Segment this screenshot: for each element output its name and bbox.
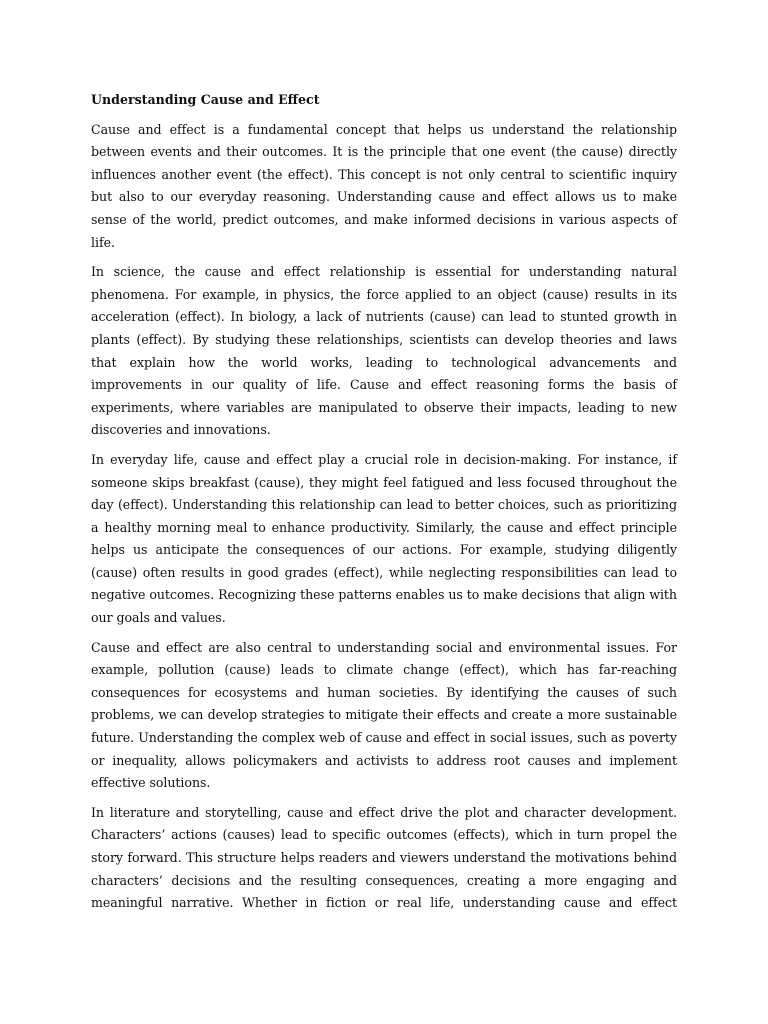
paragraph-social-issues: Cause and effect are also central to understanding social and environmental issues. For example, pollution (cause) leads to climate change (effect), which has far-reaching consequences for ecosystems and human societies. By identifying the causes of such problems, we can develop strategies to mitigate their effects and create a more sustainable future. Understanding the complex web of cause and effect in social issues, such as poverty or inequality, allows policymakers and activists to address root causes and implement effective solutions. [91, 639, 677, 791]
document-body [91, 89, 677, 922]
document-title: Understanding Cause and Effect [91, 92, 320, 107]
paragraph-everyday-life: In everyday life, cause and effect play a crucial role in decision-making. For instance, if someone skips breakfast (cause), they might feel fatigued and less focused throughout the day (effect). Understanding this relationship can lead to better choices, such as prioritizing a healthy morning meal to enhance productivity. Similarly, the cause and effect principle helps us anticipate the consequences of our actions. For example, studying diligently (cause) often results in good grades (effect), while neglecting responsibilities can lead to negative outcomes. Recognizing these patterns enables us to make decisions that align with our goals and values. [91, 451, 677, 626]
paragraph-science: In science, the cause and effect relationship is essential for understanding natural phenomena. For example, in physics, the force applied to an object (cause) results in its acceleration (effect). In biology, a lack of nutrients (cause) can lead to stunted growth in plants (effect). By studying these relationships, scientists can develop theories and laws that explain how the world works, leading to technological advancements and improvements in our quality of life. Cause and effect reasoning forms the basis of experiments, where variables are manipulated to observe their impacts, leading to new discoveries and innovations. [91, 264, 677, 438]
paragraph-definition: Cause and effect is a fundamental concept that helps us understand the relationship between events and their outcomes. It is the principle that one event (the cause) directly influences another event (the effect). This concept is not only central to scientific inquiry but also to our everyday reasoning. Understanding cause and effect allows us to make sense of the world, predict outcomes, and make informed decisions in various aspects of life. [91, 121, 677, 250]
paragraph-literature: In literature and storytelling, cause and effect drive the plot and character development. Characters’ actions (causes) lead to specific outcomes (effects), which in turn propel the story forward. This structure helps readers and viewers understand the motivations behind characters’ decisions and the resulting consequences, creating a more engaging and meaningful narrative. Whether in fiction or real life, understanding cause and effect [91, 804, 677, 911]
